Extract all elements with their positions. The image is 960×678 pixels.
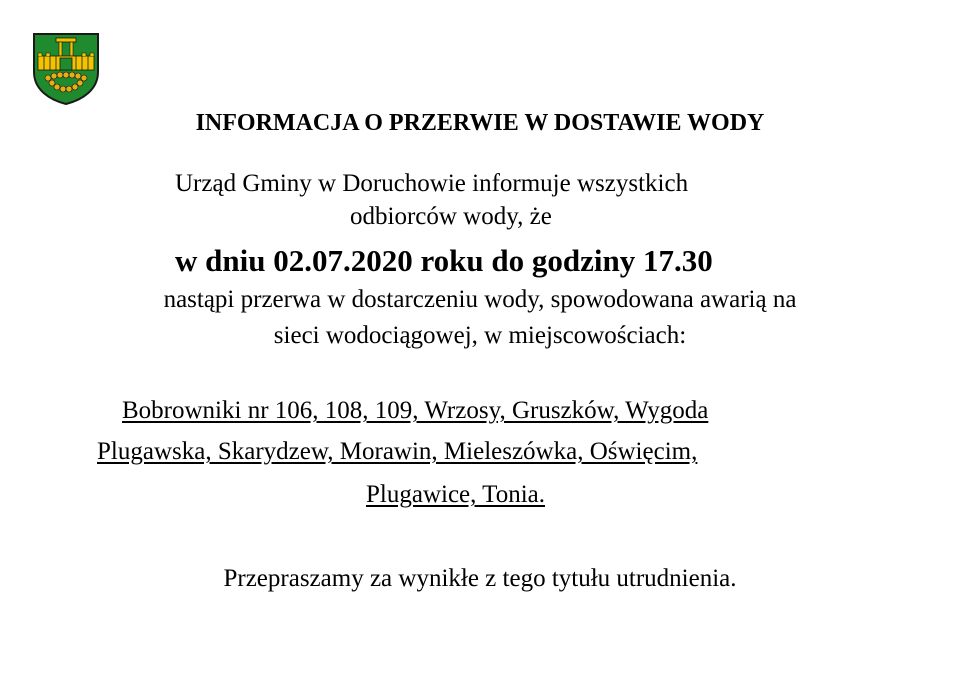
intro-line-1: Urząd Gminy w Doruchowie informuje wszystkich: [175, 170, 689, 197]
intro-line-2: odbiorców wody, że: [350, 203, 552, 230]
municipality-coat-of-arms-icon: [32, 32, 100, 106]
outage-date: w dniu 02.07.2020 roku do godziny 17.30: [175, 243, 713, 278]
cause-line-2: sieci wodociągowej, w miejscowościach:: [273, 322, 687, 349]
apology-text: Przepraszamy za wynikłe z tego tytułu utrudnienia.: [223, 565, 737, 592]
cause-line-1: nastąpi przerwa w dostarczeniu wody, spowodowana awarią na: [163, 286, 797, 313]
notice-title: INFORMACJA O PRZERWIE W DOSTAWIE WODY: [195, 110, 765, 136]
locations-line-1: Bobrowniki nr 106, 108, 109, Wrzosy, Gruszków, Wygoda: [122, 397, 709, 424]
locations-line-2: Plugawska, Skarydzew, Morawin, Mieleszówka, Oświęcim,: [97, 438, 698, 465]
locations-line-3: Plugawice, Tonia.: [366, 481, 546, 508]
